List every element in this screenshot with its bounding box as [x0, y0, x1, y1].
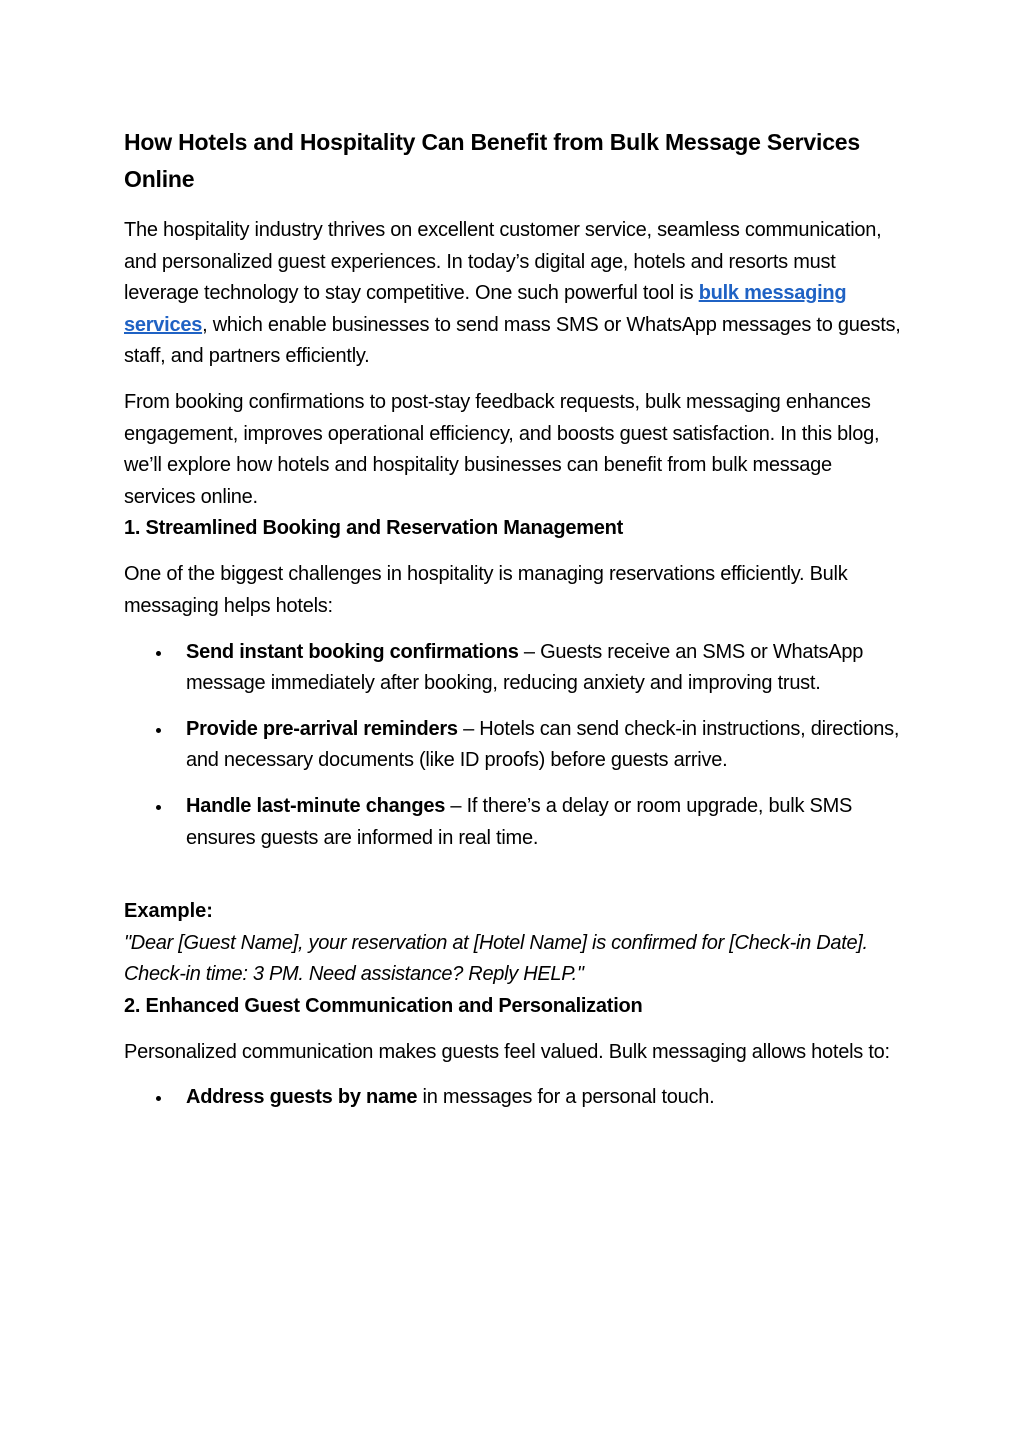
bullet-icon: [156, 805, 161, 810]
list-item: [124, 714, 904, 777]
list-item-bold: Handle last-minute changes: [186, 794, 446, 817]
list-item: [124, 637, 904, 700]
section-2-intro: Personalized communication makes guests feel valued. Bulk messaging allows hotels to:: [124, 1040, 890, 1063]
bullet-icon: [156, 728, 161, 733]
list-item-text: – If there’s a delay or room upgrade, bulk SMS ensures guests are informed in real time.: [186, 794, 853, 849]
section-1-intro: One of the biggest challenges in hospitality is managing reservations efficiently. Bulk messaging helps hotels:: [124, 563, 848, 617]
list-item-bold: Send instant booking confirmations: [186, 640, 519, 663]
list-item-text: in messages for a personal touch.: [417, 1086, 715, 1109]
intro-paragraph-1: [124, 215, 904, 373]
bullet-icon: [156, 651, 161, 656]
page-title: How Hotels and Hospitality Can Benefit from Bulk Message Services Online: [124, 129, 860, 192]
intro-paragraph-2: From booking confirmations to post-stay feedback requests, bulk messaging enhances engagement, improves operational efficiency, and boosts guest satisfaction. In this blog, we’ll explore how hotels and hospitality businesses can benefit from bulk message services online.: [124, 390, 880, 508]
bullet-icon: [156, 1096, 161, 1101]
intro-text-before-link: The hospitality industry thrives on excellent customer service, seamless communication, and personalized guest experiences. In today’s digital age, hotels and resorts must leverage technology to stay competitive. One such powerful tool is: [124, 219, 882, 305]
example-message: "Dear [Guest Name], your reservation at [Hotel Name] is confirmed for [Check-in Date]. Check-in time: 3 PM. Need assistance? Reply HELP.": [124, 931, 868, 986]
section-1-bullet-list: [124, 637, 904, 855]
list-item: [124, 791, 904, 854]
intro-text-after-link: , which enable businesses to send mass SMS or WhatsApp messages to guests, staff, and partners efficiently.: [124, 313, 901, 368]
list-item: [124, 1082, 904, 1114]
list-item-text: – Guests receive an SMS or WhatsApp message immediately after booking, reducing anxiety and improving trust.: [186, 640, 864, 695]
section-2-heading: 2. Enhanced Guest Communication and Personalization: [124, 994, 643, 1017]
section-1-heading: 1. Streamlined Booking and Reservation Management: [124, 517, 623, 540]
list-item-bold: Provide pre-arrival reminders: [186, 717, 458, 740]
example-label: Example:: [124, 900, 213, 923]
section-2-bullet-list: [124, 1082, 904, 1114]
list-item-text: – Hotels can send check-in instructions, directions, and necessary documents (like ID proofs) before guests arrive.: [186, 717, 900, 772]
bulk-messaging-services-link[interactable]: bulk messaging services: [124, 282, 847, 336]
document-body: [124, 124, 904, 1128]
example-block: [124, 896, 904, 991]
list-item-bold: Address guests by name: [186, 1086, 418, 1109]
